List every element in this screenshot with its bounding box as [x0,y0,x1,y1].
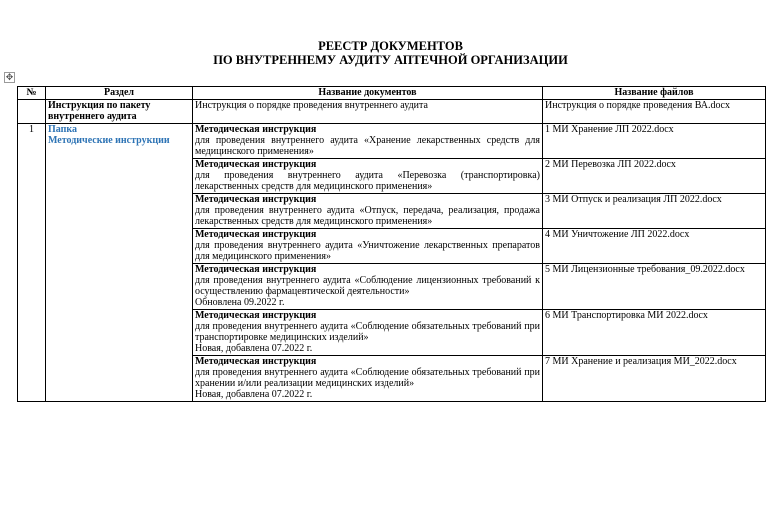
doc-description: для проведения внутреннего аудита «Соблюдение лицензионных требований к осуществлению фармацевтической деятельности» [195,275,540,297]
doc-name-cell [193,264,543,310]
folder-name: Методические инструкции [48,135,170,146]
documents-registry-table [17,86,766,402]
table-header-row [18,87,766,100]
intro-file: Инструкция о порядке проведения ВА.docx [543,100,766,124]
doc-title: Методическая инструкция [195,356,317,367]
file-name-cell[interactable]: 3 МИ Отпуск и реализация ЛП 2022.docx [543,194,766,229]
doc-description: для проведения внутреннего аудита «Перевозка (транспортировка) лекарственных средств для медицинского применения» [195,170,540,192]
intro-doc: Инструкция о порядке проведения внутреннего аудита [193,100,543,124]
folder-link[interactable] [46,124,193,402]
doc-description: для проведения внутреннего аудита «Соблюдение обязательных требований при хранении и/или реализации медицинских изделий» [195,367,540,389]
file-name-cell[interactable]: 6 МИ Транспортировка МИ 2022.docx [543,310,766,356]
document-title-line2: ПО ВНУТРЕННЕМУ АУДИТУ АПТЕЧНОЙ ОРГАНИЗАЦИИ [213,53,568,67]
move-cross-icon[interactable]: ✥ [5,72,14,82]
doc-name-cell [193,229,543,264]
doc-note: Новая, добавлена 07.2022 г. [195,389,313,400]
doc-name-cell [193,356,543,402]
table-row-intro [18,100,766,124]
doc-title: Методическая инструкция [195,159,317,170]
file-name-cell[interactable]: 5 МИ Лицензионные требования_09.2022.docx [543,264,766,310]
doc-description: для проведения внутреннего аудита «Соблюдение обязательных требований при транспортировке медицинских изделий» [195,321,540,343]
doc-name-cell [193,159,543,194]
doc-title: Методическая инструкция [195,124,317,135]
doc-note: Новая, добавлена 07.2022 г. [195,343,313,354]
doc-description: для проведения внутреннего аудита «Отпуск, передача, реализация, продажа лекарственных средств для медицинского применения» [195,205,540,227]
doc-title: Методическая инструкция [195,229,317,240]
file-name-cell[interactable]: 2 МИ Перевозка ЛП 2022.docx [543,159,766,194]
doc-title: Методическая инструкция [195,264,317,275]
header-num: № [18,87,46,100]
file-name-cell[interactable]: 1 МИ Хранение ЛП 2022.docx [543,124,766,159]
doc-name-cell [193,310,543,356]
document-title-line1: РЕЕСТР ДОКУМЕНТОВ [318,39,463,53]
intro-section: Инструкция по пакету внутреннего аудита [46,100,193,124]
doc-description: для проведения внутреннего аудита «Хранение лекарственных средств для медицинского применения» [195,135,540,157]
doc-title: Методическая инструкция [195,310,317,321]
file-name-cell[interactable]: 7 МИ Хранение и реализация МИ_2022.docx [543,356,766,402]
doc-note: Обновлена 09.2022 г. [195,297,285,308]
header-section: Раздел [46,87,193,100]
group-num: 1 [18,124,46,402]
doc-description: для проведения внутреннего аудита «Уничтожение лекарственных препаратов для медицинского применения» [195,240,540,262]
header-doc-name: Название документов [193,87,543,100]
folder-label: Папка [48,124,78,135]
intro-num [18,100,46,124]
table-row [18,124,766,159]
header-file-name: Название файлов [543,87,766,100]
file-name-cell[interactable]: 4 МИ Уничтожение ЛП 2022.docx [543,229,766,264]
doc-name-cell [193,124,543,159]
doc-name-cell [193,194,543,229]
doc-title: Методическая инструкция [195,194,317,205]
